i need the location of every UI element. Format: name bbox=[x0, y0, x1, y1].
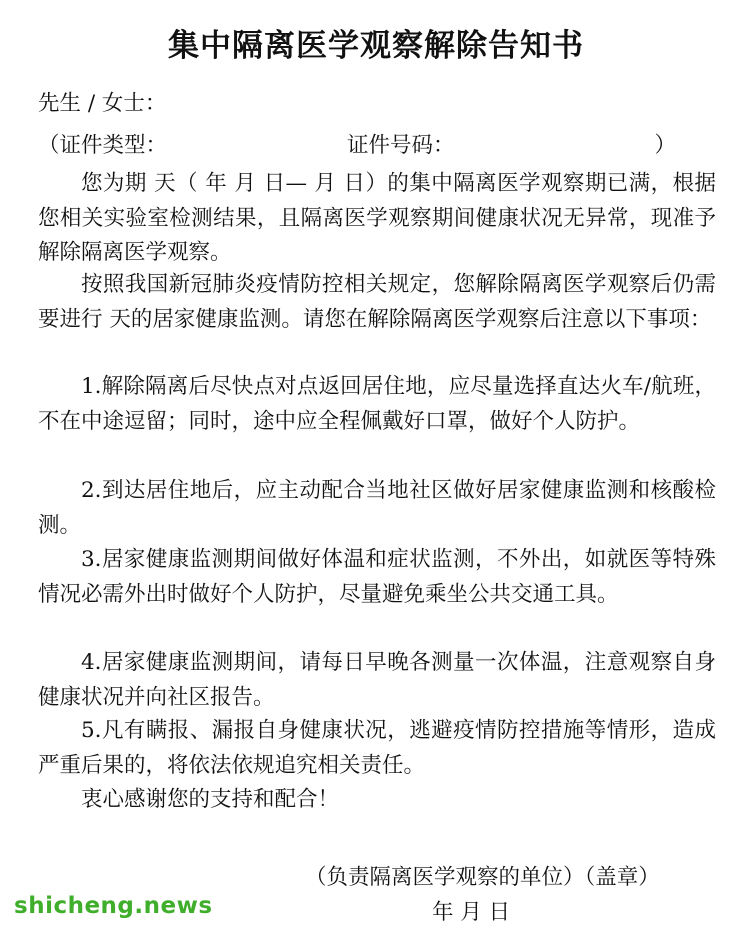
salutation: 先生 / 女士： bbox=[38, 91, 167, 116]
item-2: 2.到达居住地后，应主动配合当地社区做好居家健康监测和核酸检测。 bbox=[38, 478, 716, 538]
document-title: 集中隔离医学观察解除告知书 bbox=[168, 28, 584, 64]
id-line-close: ） bbox=[654, 133, 677, 158]
id-number-label: 证件号码： bbox=[347, 133, 455, 158]
item-1: 1.解除隔离后尽快点对点返回居住地，应尽量选择直达火车/航班，不在中途逗留；同时，途中应全程佩戴好口罩，做好个人防护。 bbox=[38, 374, 716, 434]
item-3: 3.居家健康监测期间做好体温和症状监测，不外出，如就医等特殊情况必需外出时做好个人防护，尽量避免乘坐公共交通工具。 bbox=[38, 547, 716, 607]
item-5: 5.凡有瞒报、漏报自身健康状况，逃避疫情防控措施等情形，造成严重后果的，将依法依规追究相关责任。 bbox=[38, 718, 716, 778]
paragraph-regulation: 按照我国新冠肺炎疫情防控相关规定，您解除隔离医学观察后仍需要进行 天的居家健康监测。请您在解除隔离医学观察后注意以下事项： bbox=[38, 272, 716, 332]
signature-date: 年 月 日 bbox=[432, 900, 511, 925]
watermark-logo: shicheng.news bbox=[14, 893, 213, 919]
item-4: 4.居家健康监测期间，请每日早晚各测量一次体温，注意观察自身健康状况并向社区报告。 bbox=[38, 650, 716, 710]
closing-thanks: 衷心感谢您的支持和配合！ bbox=[81, 787, 340, 812]
issuer-stamp-line: （负责隔离医学观察的单位）（盖章） bbox=[305, 865, 660, 890]
id-line bbox=[38, 130, 718, 162]
id-type-label: （证件类型： bbox=[38, 133, 168, 158]
paragraph-notice: 您为期 天（ 年 月 日— 月 日）的集中隔离医学观察期已满，根据您相关实验室检测结果，且隔离医学观察期间健康状况无异常，现准予解除隔离医学观察。 bbox=[38, 171, 716, 265]
